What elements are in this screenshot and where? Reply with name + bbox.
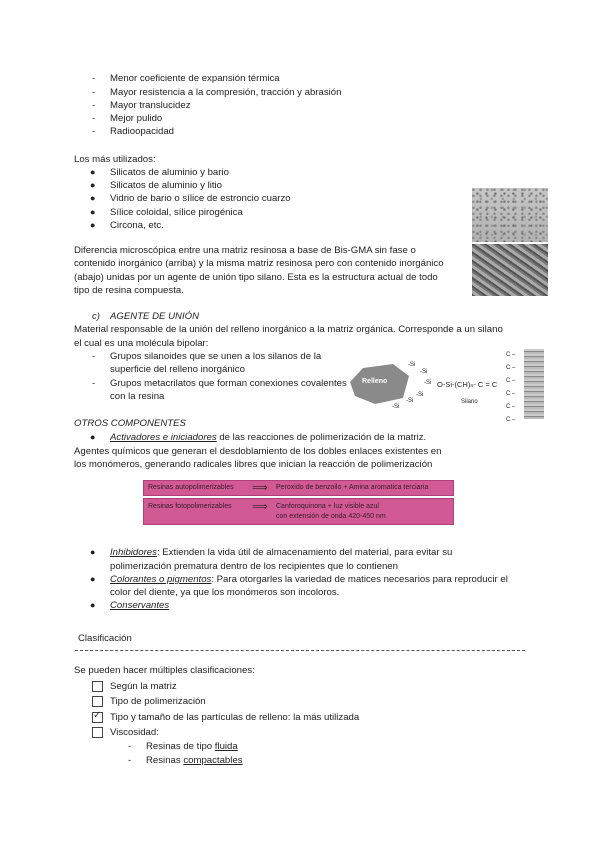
relleno-label: Relleno bbox=[362, 378, 388, 385]
si-label: -Si bbox=[416, 392, 424, 398]
list-item: Vidrio de bario o sílice de estroncio cuarzo bbox=[110, 193, 291, 204]
bullet-icon: ● bbox=[90, 220, 96, 230]
list-dash: - bbox=[92, 378, 96, 389]
bullet-icon: ● bbox=[90, 167, 96, 177]
colorantes-text: : Para otorgarles la variedad de matices necesarios para reproducir el bbox=[211, 574, 508, 585]
paragraph-line: (abajo) unidas por un agente de unión tipo silano. Esta es la estructura actual de todo bbox=[74, 272, 438, 283]
list-dash: - bbox=[92, 351, 96, 362]
conservantes-link: Conservantes bbox=[110, 600, 170, 611]
table-cell-right: con extensión de onda 420-450 nm bbox=[276, 513, 386, 520]
si-label: -Si bbox=[406, 398, 414, 404]
paragraph-line: contenido inorgánico (arriba) y la misma matriz resinosa pero con contenido inorgánico bbox=[74, 258, 444, 269]
table-row bbox=[143, 498, 454, 525]
si-label: -Si bbox=[408, 362, 416, 368]
bullet-icon: ● bbox=[90, 180, 96, 190]
paragraph-line: Diferencia microscópica entre una matriz resinosa a base de Bis-GMA sin fase o bbox=[74, 245, 416, 256]
agentes-text: Agentes químicos que generan el desdoblamiento de los dobles enlaces existentes en bbox=[74, 446, 442, 457]
si-label: -Si bbox=[424, 380, 432, 386]
sub-item-link[interactable]: compactables bbox=[183, 755, 243, 766]
list-item: Mejor pulido bbox=[110, 113, 163, 124]
checkbox[interactable] bbox=[92, 696, 103, 707]
checkbox-checked[interactable] bbox=[92, 712, 103, 723]
inhibidores-text: : Extienden la vida útil de almacenamiento del material, para evitar su bbox=[156, 547, 453, 558]
agentes-text: los monómeros, generando radicales libres que inician la reacción de polimerización bbox=[74, 459, 433, 470]
bullet-icon: ● bbox=[90, 432, 96, 442]
sub-item bbox=[146, 755, 243, 766]
list-item: Circona, etc. bbox=[110, 220, 164, 231]
list-dash: - bbox=[128, 755, 132, 766]
bullet-icon: ● bbox=[90, 574, 96, 584]
bullet-icon: ● bbox=[90, 207, 96, 217]
agente-desc: Material responsable de la unión del relleno inorgánico a la matriz orgánica. Corresponde a un silano bbox=[74, 324, 503, 335]
activadores-text: de las reacciones de polimerización de la matriz. bbox=[216, 432, 427, 443]
activadores-link: Activadores e iniciadores bbox=[110, 432, 217, 443]
list-item: Grupos silanoides que se unen a los silanos de la bbox=[110, 351, 322, 362]
bullet-icon: ● bbox=[90, 600, 96, 610]
section-letter: c) bbox=[92, 311, 100, 322]
sub-item-prefix: Resinas bbox=[146, 755, 184, 766]
list-dash: - bbox=[92, 87, 96, 98]
c-label: C – bbox=[506, 417, 516, 423]
list-item: Grupos metacrilatos que forman conexiones covalentes bbox=[110, 378, 347, 389]
section-title: AGENTE DE UNIÓN bbox=[110, 311, 200, 322]
checkbox-label: Viscosidad: bbox=[110, 727, 159, 738]
list-dash: - bbox=[128, 741, 132, 752]
c-label: C – bbox=[506, 391, 516, 397]
colorantes-text: color del diente, ya que los monómeros son incoloros. bbox=[110, 587, 340, 598]
si-label: -Si bbox=[392, 404, 400, 410]
list-item: Silicatos de aluminio y litio bbox=[110, 180, 222, 191]
sub-item bbox=[146, 741, 238, 752]
agente-desc: el cual es una molécula bipolar: bbox=[74, 338, 209, 349]
otros-title: OTROS COMPONENTES bbox=[74, 418, 186, 429]
checkbox[interactable] bbox=[92, 681, 103, 692]
sub-item-prefix: Resinas de tipo bbox=[146, 741, 215, 752]
checkbox-label: Tipo de polimerización bbox=[110, 696, 206, 707]
inhibidores-link: Inhibidores bbox=[110, 547, 157, 558]
table-row bbox=[143, 480, 454, 496]
bullet-icon: ● bbox=[90, 193, 96, 203]
checkbox-label: Según la matriz bbox=[110, 681, 177, 692]
table-cell-right: Canforoquinona + luz visible azul bbox=[276, 503, 379, 510]
list-item: Sílice coloidal, sílice pirogénica bbox=[110, 207, 243, 218]
clasificacion-intro: Se pueden hacer múltiples clasificaciones: bbox=[74, 665, 255, 676]
list-item: Mayor resistencia a la compresión, tracción y abrasión bbox=[110, 87, 342, 98]
table-cell-right: Peroxido de benzoilo + Amina aromatica terciaria bbox=[276, 484, 429, 491]
clasificacion-heading: Clasificación bbox=[78, 633, 132, 644]
resin-texture-image bbox=[524, 349, 544, 419]
mas-utilizados-heading: Los más utilizados: bbox=[74, 154, 156, 165]
list-item: superficie del relleno inorgánico bbox=[110, 364, 245, 375]
arrow-icon: ⟹ bbox=[252, 482, 268, 494]
divider bbox=[75, 650, 525, 651]
relleno-shape bbox=[345, 360, 435, 410]
colorantes-link: Colorantes o pigmentos bbox=[110, 574, 212, 585]
bullet-icon: ● bbox=[90, 547, 96, 557]
table-cell-left: Resinas fotopolimerizables bbox=[148, 503, 232, 510]
sub-item-link[interactable]: fluida bbox=[214, 741, 238, 752]
inhibidores-line bbox=[110, 547, 452, 558]
c-label: C – bbox=[506, 352, 516, 358]
table-cell-left: Resinas autopolimerizables bbox=[148, 484, 234, 491]
paragraph-line: tipo de resina compuesta. bbox=[74, 285, 184, 296]
c-label: C – bbox=[506, 378, 516, 384]
checkbox[interactable] bbox=[92, 727, 103, 738]
c-label: C – bbox=[506, 404, 516, 410]
checkbox-label: Tipo y tamaño de las partículas de relleno: la más utilizada bbox=[110, 712, 360, 723]
c-label: C – bbox=[506, 365, 516, 371]
list-item: Radioopacidad bbox=[110, 126, 175, 137]
list-item: Silicatos de aluminio y bario bbox=[110, 167, 229, 178]
list-dash: - bbox=[92, 73, 96, 84]
list-item: Mayor translucidez bbox=[110, 100, 191, 111]
micrograph-top-image bbox=[472, 188, 548, 242]
colorantes-line bbox=[110, 574, 508, 585]
list-item: Menor coeficiente de expansión térmica bbox=[110, 73, 280, 84]
si-label: -Si bbox=[420, 369, 428, 375]
arrow-icon: ⟹ bbox=[252, 501, 268, 513]
micrograph-bottom-image bbox=[472, 244, 548, 296]
list-dash: - bbox=[92, 113, 96, 124]
list-dash: - bbox=[92, 100, 96, 111]
activadores-line bbox=[110, 432, 426, 443]
list-dash: - bbox=[92, 126, 96, 137]
silano-label: Silano bbox=[461, 399, 478, 405]
list-item: con la resina bbox=[110, 391, 165, 402]
silano-formula: O-Si-(CH)ₙ- C = C bbox=[437, 380, 498, 389]
inhibidores-text: polimerización prematura dentro de los recipientes que lo contienen bbox=[110, 561, 398, 572]
